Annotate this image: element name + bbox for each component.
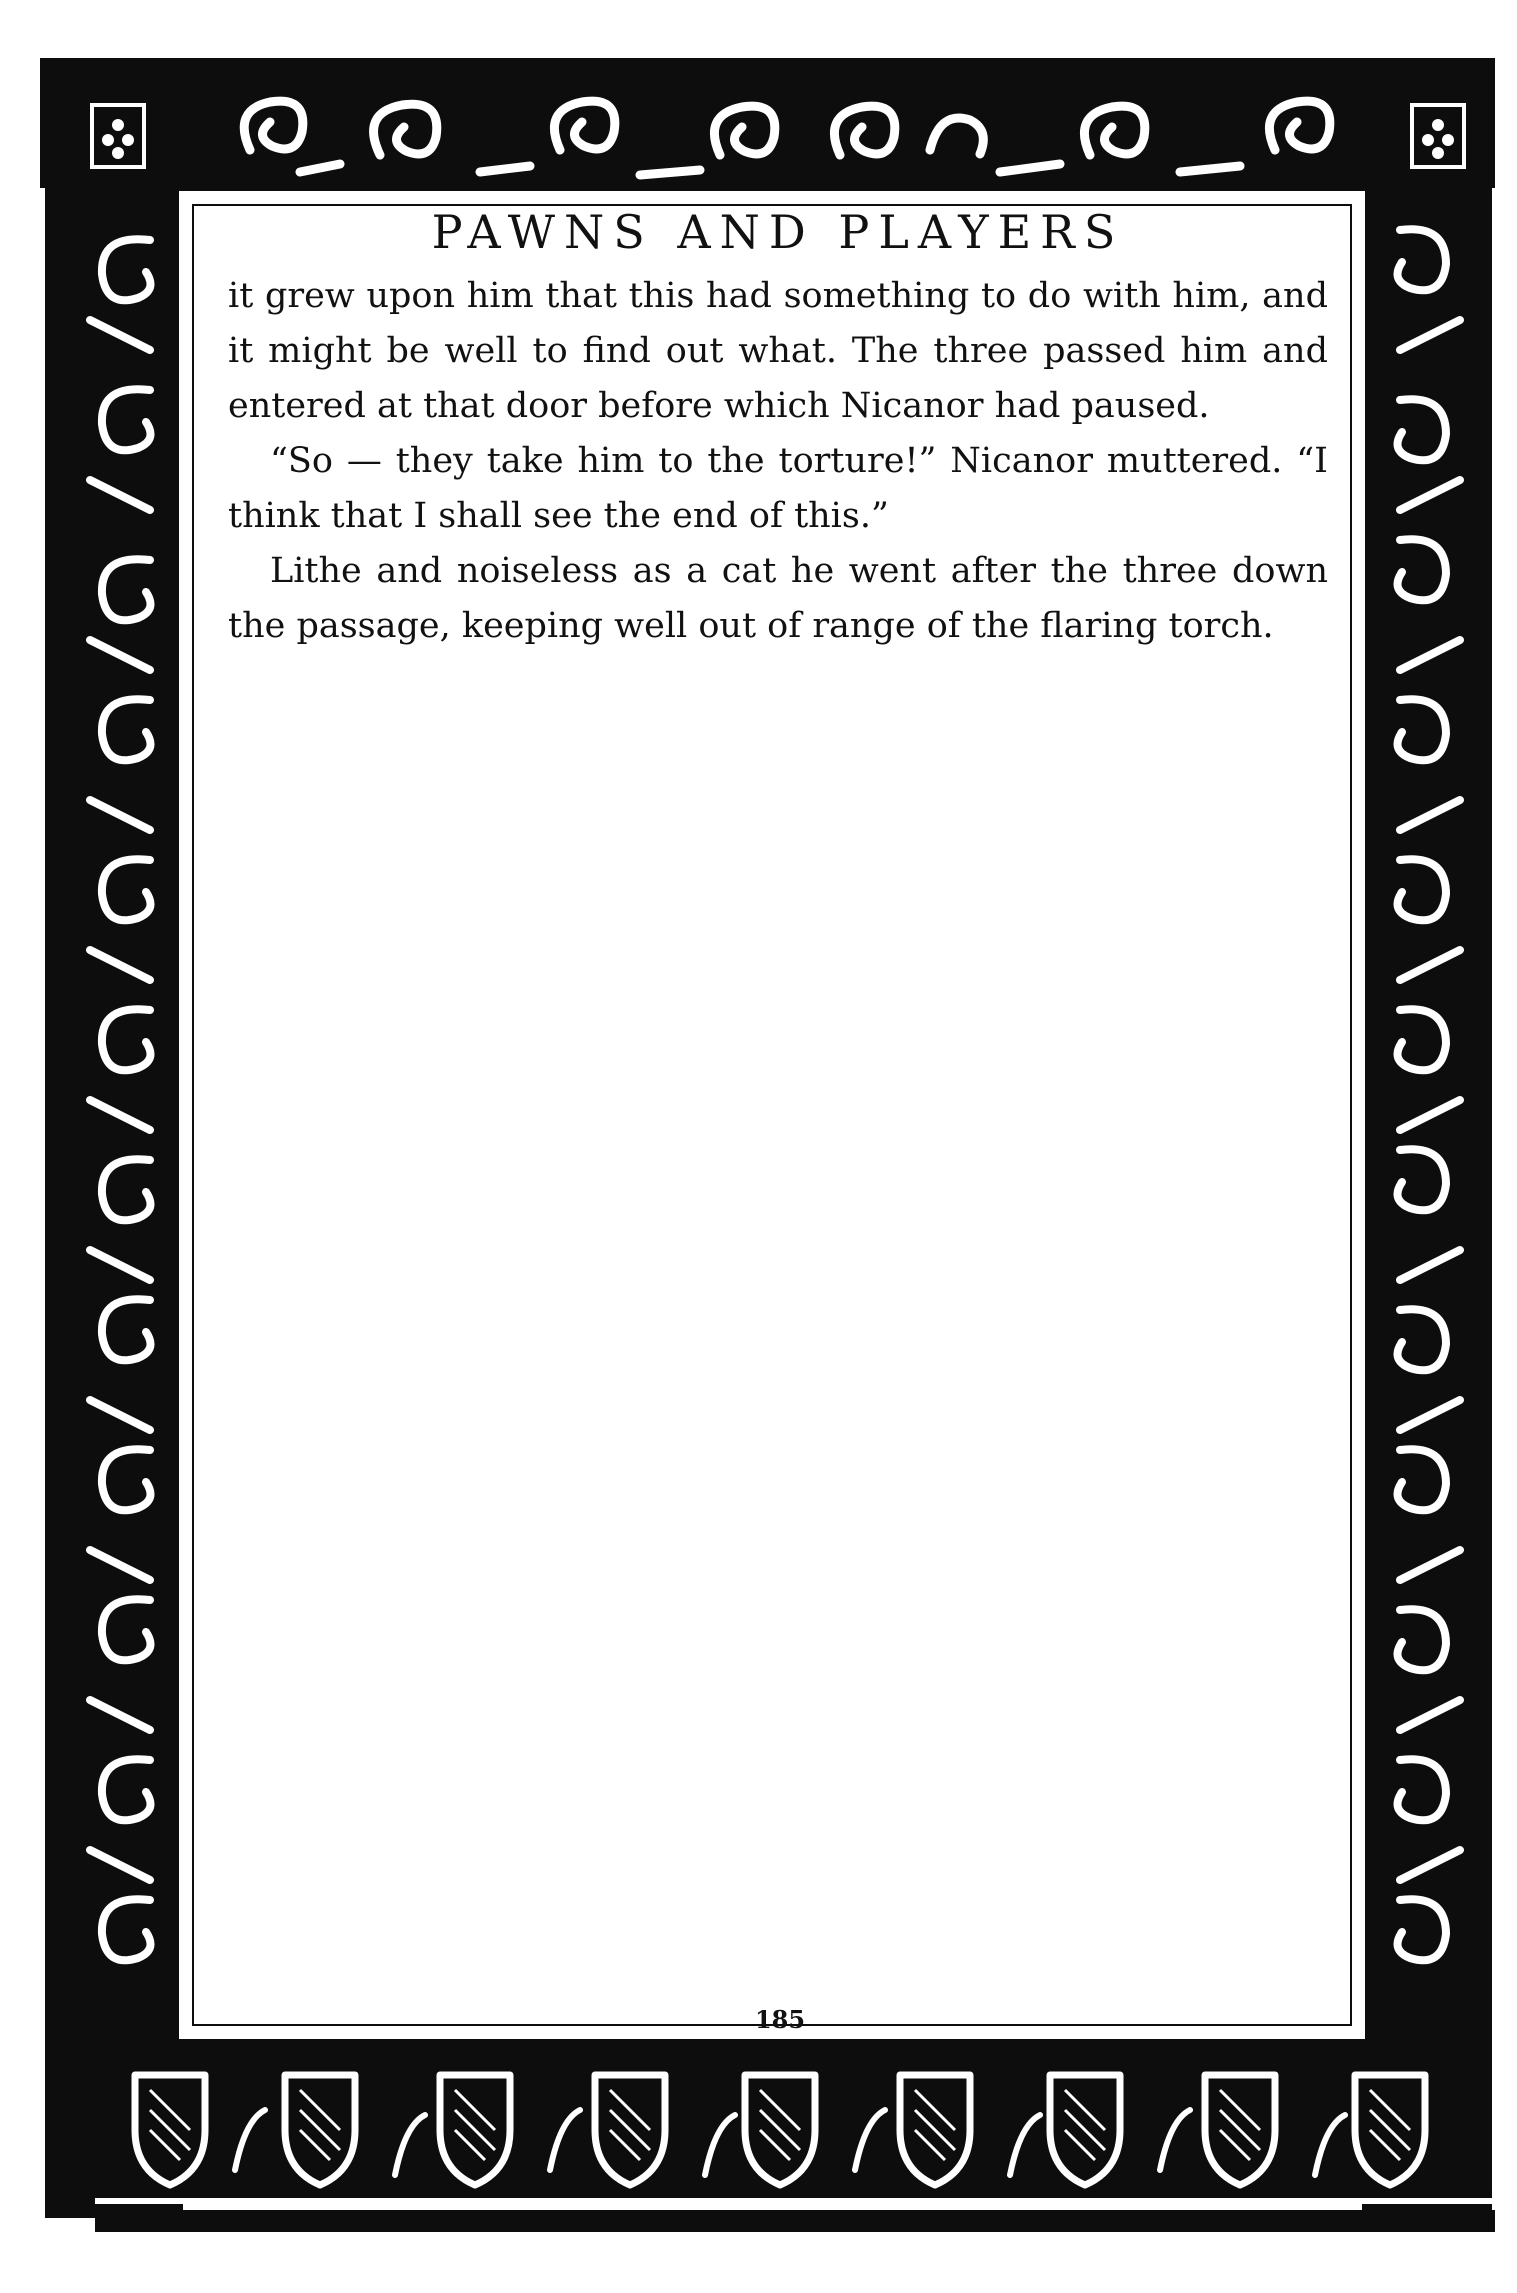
page-number: 185: [754, 2005, 806, 2034]
paragraph-3: Lithe and noiseless as a cat he went after the three down the passage, keeping well out of range of the flaring torch.: [228, 551, 1328, 646]
paragraph-1: it grew upon him that this had something to do with him, and it might be well to find out what. The three passed him and entered at that door before which Nicanor had paused.: [228, 276, 1328, 426]
running-head: PAWNS AND PLAYERS: [431, 205, 1125, 259]
paragraph-2: “So — they take him to the torture!” Nicanor muttered. “I think that I shall see the end of this.”: [228, 441, 1328, 536]
text-block: [228, 205, 1328, 654]
